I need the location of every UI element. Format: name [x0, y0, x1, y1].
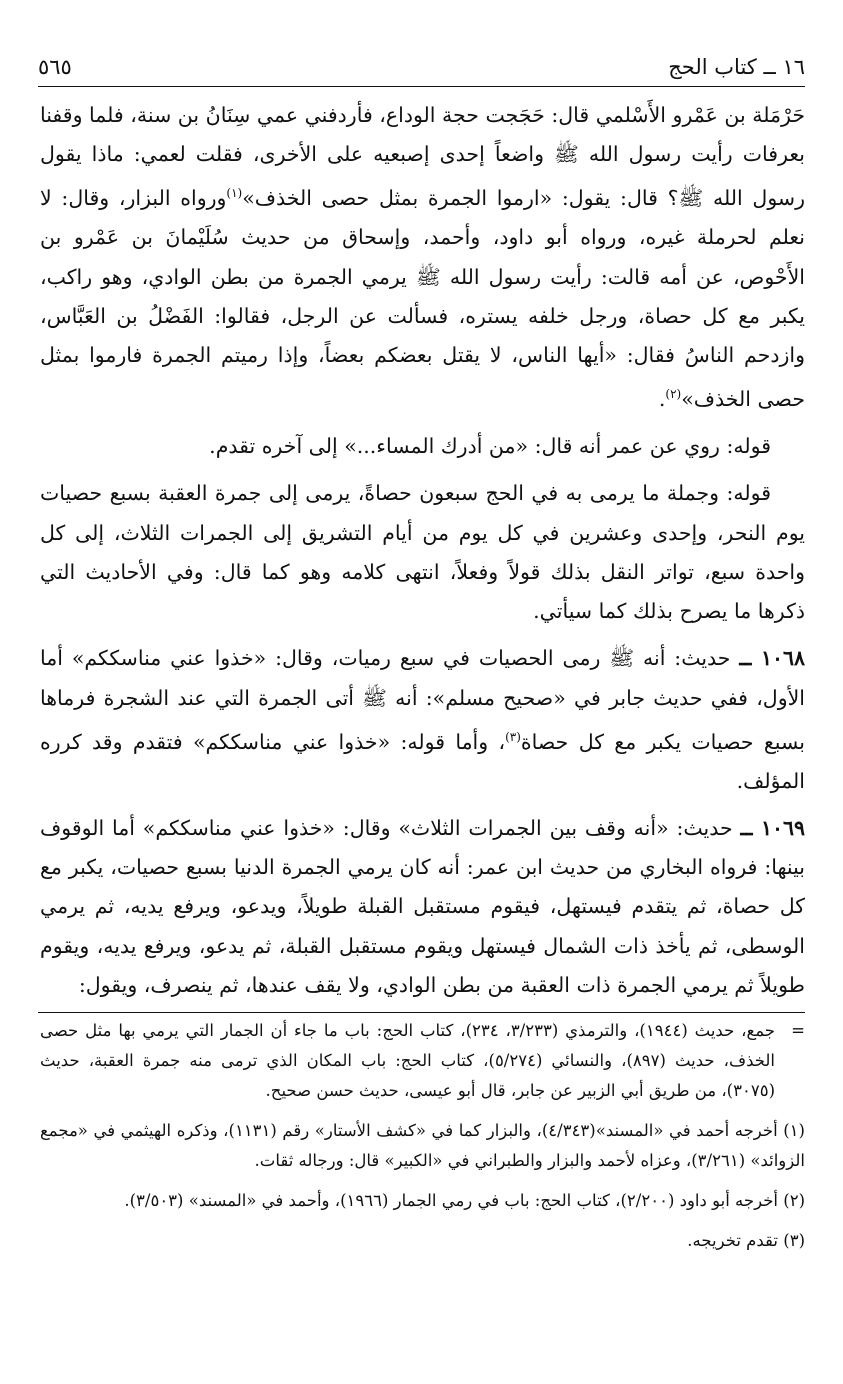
footnote-ref: (٣) — [505, 729, 521, 744]
footnote-3: (٣) تقدم تخريجه. — [687, 1231, 805, 1250]
hadith-number: ١٠٦٨ ــ — [739, 646, 805, 671]
hadith-text: حديث: «أنه وقف بين الجمرات الثلاث» وقال: «خذوا عني مناسككم» أما الوقوف بينها: فرواه البخاري من حديث ابن عمر: أنه كان يرمي الجمرة الدنيا بسبع حصيات، يكبر مع كل حصاة، ثم يتقدم فيستهل، فيقوم مستقبل القبلة طويلاً، ويدعو، ويرفع يديه، ثم يرمي الوسطى، ثم يأخذ ذات الشمال فيستهل ويقوم مستقبل القبلة، ثم يدعو، ويرفع يديه، ويقوم طويلاً ثم يرمي الجمرة ذات العقبة من بطن الوادي، ولا يقف عندها، ثم ينصرف، ويقول: — [40, 815, 805, 997]
paragraph-end: . — [658, 387, 666, 412]
footnote-ref: (١) — [226, 186, 243, 201]
paragraph-text: حَرْمَلة بن عَمْرو الأَسْلمي قال: حَجَجت حجة الوداع، فأردفني عمي سِنَانُ بن سنة، فلما وقفنا بعرفات رأيت رسول الله ﷺ واضعاً إحدى إصبعيه على الأخرى، فقلت لعمي: ماذا يقول رسول الله ﷺ؟ قال: يقول: «ارموا الجمرة بمثل حصى الخذف» — [40, 103, 805, 211]
paragraph-text: ورواه البزار، وقال: لا نعلم لحرملة غيره، ورواه أبو داود، وأحمد، وإسحاق من حديث سُلَيْمانَ بن عَمْرو بن الأَحْوص، عن أمه قالت: رأيت رسول الله ﷺ يرمي الجمرة من بطن الوادي، وهو راكب، يكبر مع كل حصاة، ورجل خلفه يستره، فسألت عن الرجل، فقالوا: الفَضْلُ بن العَبَّاس، وازدحم الناسُ فقال: «أيها الناس، لا يقتل بعضكم بعضاً، وإذا رميتم الجمرة فارموا بمثل حصى الخذف» — [40, 186, 805, 412]
paragraph-pebbles: قوله: وجملة ما يرمى به في الحج سبعون حصاةً، يرمى إلى جمرة العقبة بسبع حصيات يوم النحر، وإحدى وعشرين في كل يوم من أيام التشريق إلى الجمرات الثلاث، إلى كل واحدة سبع، تواتر النقل بذلك قولاً وفعلاً، انتهى كلامه وهو كما قال: وفي الأحاديث التي ذكرها ما يصرح بذلك كما سيأتي. — [40, 481, 805, 624]
hadith-text: حديث: أنه ﷺ رمى الحصيات في سبع رميات، وقال: «خذوا عني مناسككم» أما الأول، ففي حديث جابر في «صحيح مسلم»: أنه ﷺ أتى الجمرة التي عند الشجرة فرماها بسبع حصيات يكبر مع كل حصاة — [40, 646, 805, 754]
footnote-2: (٢) أخرجه أبو داود (٢/٢٠٠)، كتاب الحج: باب في رمي الجمار (١٩٦٦)، وأحمد في «المسند» (٣/٥٠٣). — [124, 1191, 805, 1210]
hadith-1068 — [40, 639, 805, 801]
footnote-rule — [38, 1012, 805, 1013]
chapter-title: ١٦ ــ كتاب الحج — [668, 55, 805, 79]
main-text — [40, 96, 805, 1005]
hadith-text: ، وأما قوله: «خذوا عني مناسككم» فتقدم وقد كرره المؤلف. — [40, 729, 805, 793]
footnote-1: (١) أخرجه أحمد في «المسند»(٤/٣٤٣)، والبزار كما في «كشف الأستار» رقم (١١٣١)، وذكره الهيثمي في «مجمع الزوائد» (٣/٢٦١)، وعزاه لأحمد والبزار والطبراني في «الكبير» قال: ورجاله ثقات. — [40, 1121, 805, 1170]
page-header — [38, 48, 805, 86]
page-number: ٥٦٥ — [38, 55, 72, 79]
paragraph-hadith-continuation — [40, 96, 805, 419]
hadith-number: ١٠٦٩ ــ — [740, 815, 805, 840]
header-rule — [38, 86, 805, 87]
footnote-text: جمع، حديث (١٩٤٤)، والترمذي (٣/٢٣٣، ٢٣٤)، كتاب الحج: باب ما جاء أن الجمار التي يرمي بها مثل حصى الخذف، حديث (٨٩٧)، والنسائي (٥/٢٧٤)، كتاب الحج: باب المكان الذي ترمى منه جمرة العقبة، حديث (٣٠٧٥)، من طريق أبي الزبير عن جابر، قال أبو عيسى، حديث حسن صحيح. — [40, 1021, 776, 1100]
hadith-1069 — [40, 809, 805, 1005]
footnote-ref: (٢) — [665, 387, 682, 402]
continuation-mark: = — [791, 1021, 805, 1040]
footnotes — [40, 1016, 805, 1266]
paragraph-omar: قوله: روي عن عمر أنه قال: «من أدرك المساء...» إلى آخره تقدم. — [209, 434, 771, 459]
footnote-continuation — [40, 1016, 805, 1106]
